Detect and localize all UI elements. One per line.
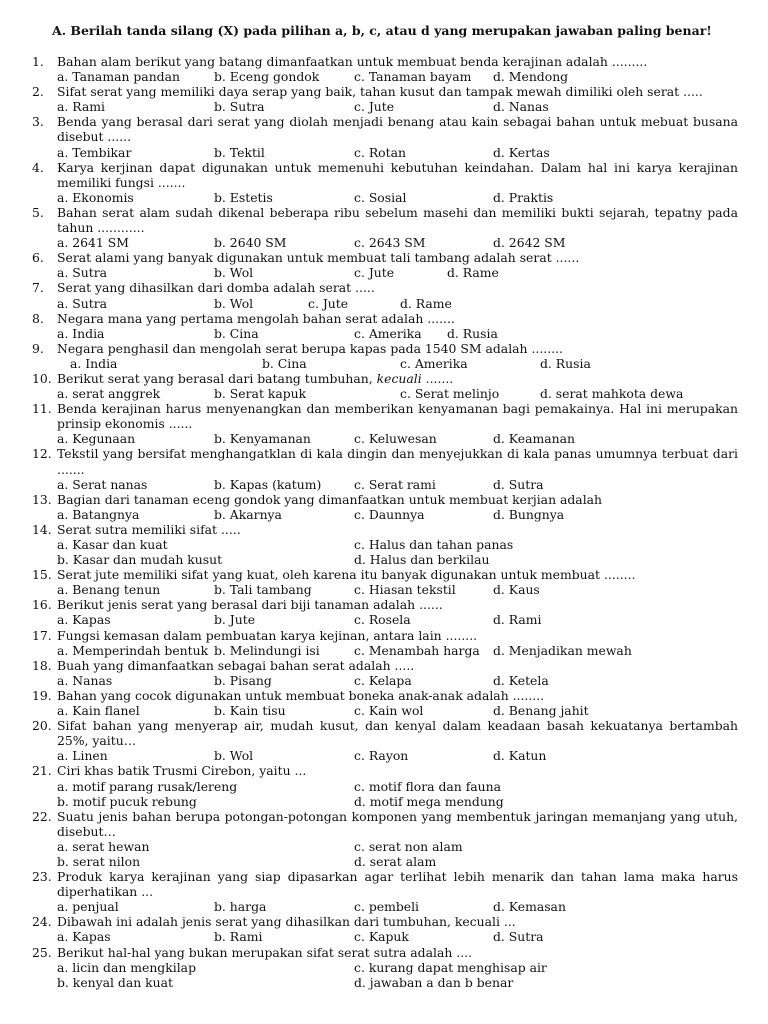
question-text [0, 160, 768, 190]
answer-option[interactable]: a. Sutra [57, 295, 108, 311]
question-text [0, 250, 768, 265]
question-item [0, 597, 768, 627]
question-text [0, 869, 768, 899]
answer-option[interactable]: d. serat mahkota dewa [540, 386, 684, 402]
question-stem: Berikut jenis serat yang berasal dari biji tanaman adalah ...... [57, 597, 443, 613]
answer-options-row [0, 386, 768, 401]
question-list [0, 54, 768, 990]
question-stem: Serat alami yang banyak digunakan untuk membuat tali tambang adalah serat ...... [57, 250, 580, 266]
answer-option[interactable]: b. Kapas (katum) [214, 476, 322, 492]
answer-option[interactable]: b. Tektil [214, 144, 265, 160]
answer-option[interactable]: a. penjual [57, 899, 119, 915]
question-item [0, 160, 768, 205]
answer-option[interactable]: c. motif flora dan fauna [354, 778, 502, 794]
question-stem: Bahan alam berikut yang batang dimanfaatkan untuk membuat benda kerajinan adalah ......... [57, 54, 648, 69]
answer-options-row [0, 899, 768, 914]
answer-option[interactable]: b. Cina [214, 325, 259, 341]
answer-option[interactable]: a. Kegunaan [57, 431, 136, 447]
question-item [0, 492, 768, 522]
question-text [0, 628, 768, 643]
question-stem: Benda yang berasal dari serat yang diolah menjadi benang atau kain sebagai bahan untuk mebuat busana disebut ...... [57, 114, 738, 145]
answer-option[interactable]: c. Kain wol [354, 703, 424, 719]
question-number: 2. [32, 84, 44, 100]
question-item [0, 718, 768, 763]
answer-option[interactable]: d. Rami [493, 612, 542, 628]
answer-option[interactable]: d. Sutra [493, 476, 544, 492]
question-number: 1. [32, 54, 44, 69]
question-stem: Negara mana yang pertama mengolah bahan serat adalah ....... [57, 310, 455, 326]
question-text [0, 658, 768, 673]
answer-option[interactable]: b. Rami [214, 929, 263, 945]
answer-option[interactable]: b. Wol [214, 295, 254, 311]
answer-option[interactable]: d. jawaban a dan b benar [354, 974, 514, 990]
question-item [0, 688, 768, 718]
answer-option[interactable]: d. Praktis [493, 189, 554, 205]
question-number: 13. [32, 491, 52, 507]
answer-option[interactable]: a. serat anggrek [57, 386, 161, 402]
answer-option[interactable]: b. 2640 SM [214, 235, 287, 251]
answer-options-row [0, 612, 768, 627]
answer-options-row [0, 356, 768, 371]
answer-options-row [0, 854, 768, 869]
answer-option[interactable]: b. Sutra [214, 99, 265, 115]
question-item [0, 311, 768, 341]
question-item [0, 446, 768, 491]
answer-option[interactable]: c. kurang dapat menghisap air [354, 959, 547, 975]
question-number: 25. [32, 944, 52, 960]
question-stem: Sifat bahan yang menyerap air, mudah kusut, dan kenyal dalam keadaan basah kekuatanya bertambah 25%, yaitu… [57, 718, 738, 749]
question-text [0, 809, 768, 839]
answer-options-row [0, 552, 768, 567]
answer-option[interactable]: b. Estetis [214, 189, 273, 205]
answer-option[interactable]: b. Jute [214, 612, 256, 628]
question-stem-end: ....... [421, 370, 454, 386]
question-text [0, 205, 768, 235]
question-number: 23. [32, 869, 52, 885]
answer-option[interactable]: c. Hiasan tekstil [354, 582, 456, 598]
answer-option[interactable]: c. Jute [354, 265, 395, 281]
answer-option[interactable]: c. Keluwesan [354, 431, 437, 447]
answer-option[interactable]: b. Cina [262, 355, 307, 371]
question-stem: Berikut hal-hal yang bukan merupakan sifat serat sutra adalah .... [57, 944, 473, 960]
question-number: 4. [32, 159, 44, 175]
answer-option[interactable]: a. licin dan mengkilap [57, 959, 196, 975]
answer-options-row [0, 265, 768, 280]
question-stem: Dibawah ini adalah jenis serat yang dihasilkan dari tumbuhan, kecuali ... [57, 914, 516, 930]
answer-option[interactable]: a. Batangnya [57, 506, 140, 522]
answer-option[interactable]: c. Sosial [354, 189, 407, 205]
answer-option[interactable]: d. Katun [493, 748, 547, 764]
question-number: 10. [32, 370, 52, 386]
question-number: 7. [32, 280, 44, 296]
question-stem: Buah yang dimanfaatkan sebagai bahan serat adalah ..... [57, 657, 415, 673]
answer-option[interactable]: b. Kenyamanan [214, 431, 311, 447]
answer-option[interactable]: d. Rame [447, 265, 499, 281]
question-number: 17. [32, 627, 52, 643]
instruction-heading: A. Berilah tanda silang (X) pada pilihan a, b, c, atau d yang merupakan jawaban paling benar! [52, 23, 712, 38]
answer-option[interactable]: d. serat alam [354, 853, 437, 869]
answer-option[interactable]: d. Keamanan [493, 431, 575, 447]
question-stem: Negara penghasil dan mengolah serat berupa kapas pada 1540 SM adalah ........ [57, 340, 563, 356]
answer-option[interactable]: c. 2643 SM [354, 235, 426, 251]
question-item [0, 945, 768, 990]
answer-option[interactable]: a. Kasar dan kuat [57, 537, 168, 552]
answer-option[interactable]: b. Wol [214, 265, 254, 281]
answer-option[interactable]: c. serat non alam [354, 838, 463, 854]
answer-options-row [0, 69, 768, 84]
question-item [0, 763, 768, 808]
question-number: 15. [32, 567, 52, 583]
answer-option[interactable]: d. Bungnya [493, 506, 565, 522]
answer-option[interactable]: c. Rosela [354, 612, 411, 628]
question-text [0, 401, 768, 431]
question-number: 12. [32, 446, 52, 462]
answer-option[interactable]: a. Linen [57, 748, 108, 764]
question-stem: Berikut serat yang berasal dari batang tumbuhan, [57, 370, 373, 386]
answer-options-row [0, 326, 768, 341]
question-text [0, 114, 768, 144]
question-number: 24. [32, 914, 52, 930]
answer-option[interactable]: d. Rusia [540, 355, 591, 371]
question-text [0, 492, 768, 507]
question-text [0, 688, 768, 703]
answer-option[interactable]: c. Menambah harga [354, 642, 480, 658]
answer-option[interactable]: b. Eceng gondok [214, 69, 320, 85]
answer-option[interactable]: a. Kapas [57, 612, 111, 628]
question-text [0, 763, 768, 778]
answer-option[interactable]: c. Serat rami [354, 476, 436, 492]
answer-option[interactable]: a. Tanaman pandan [57, 69, 180, 85]
answer-option[interactable]: a. Kapas [57, 929, 111, 945]
question-item [0, 371, 768, 401]
answer-option[interactable]: d. Halus dan berkilau [354, 552, 490, 568]
answer-options-row [0, 929, 768, 944]
answer-options-row [0, 296, 768, 311]
question-text [0, 718, 768, 748]
answer-option[interactable]: b. Pisang [214, 672, 272, 688]
question-text [0, 914, 768, 929]
answer-options-row [0, 794, 768, 809]
answer-options-row [0, 839, 768, 854]
question-number: 19. [32, 687, 52, 703]
answer-option[interactable]: d. Benang jahit [493, 703, 589, 719]
question-item [0, 54, 768, 84]
answer-option[interactable]: b. Akarnya [214, 506, 282, 522]
answer-option[interactable]: a. India [57, 325, 105, 341]
answer-option[interactable]: b. Kain tisu [214, 703, 286, 719]
question-stem: Serat yang dihasilkan dari domba adalah serat ..... [57, 280, 375, 296]
answer-option[interactable]: c. Tanaman bayam [354, 69, 472, 85]
question-text [0, 522, 768, 537]
question-text [0, 567, 768, 582]
question-item [0, 914, 768, 944]
answer-options-row [0, 779, 768, 794]
question-number: 6. [32, 250, 44, 266]
answer-option[interactable]: b. harga [214, 899, 267, 915]
answer-option[interactable]: c. Rayon [354, 748, 409, 764]
answer-options-row [0, 507, 768, 522]
question-stem: Ciri khas batik Trusmi Cirebon, yaitu ... [57, 763, 307, 779]
answer-option[interactable]: d. Kertas [493, 144, 550, 160]
answer-options-row [0, 960, 768, 975]
answer-options-row [0, 673, 768, 688]
answer-option[interactable]: c. Halus dan tahan panas [354, 537, 514, 552]
question-item [0, 628, 768, 658]
answer-option[interactable]: a. motif parang rusak/lereng [57, 778, 238, 794]
answer-option[interactable]: d. Rame [400, 295, 452, 311]
answer-options-row [0, 582, 768, 597]
question-text [0, 280, 768, 295]
answer-option[interactable]: a. 2641 SM [57, 235, 129, 251]
question-text [0, 341, 768, 356]
answer-option[interactable]: d. Nanas [493, 99, 549, 115]
question-stem: Suatu jenis bahan berupa potongan-potongan komponen yang membentuk jaringan memanjang yang utuh, disebut… [57, 808, 738, 839]
answer-option[interactable]: a. India [70, 355, 118, 371]
answer-option[interactable]: d. Sutra [493, 929, 544, 945]
answer-option[interactable]: b. serat nilon [57, 853, 141, 869]
answer-option[interactable]: a. Rami [57, 99, 105, 115]
answer-options-row [0, 477, 768, 492]
question-number: 5. [32, 204, 44, 220]
answer-option[interactable]: a. Serat nanas [57, 476, 148, 492]
answer-option[interactable]: c. Jute [308, 295, 349, 311]
question-item [0, 250, 768, 280]
question-text [0, 311, 768, 326]
question-item [0, 658, 768, 688]
question-text [0, 597, 768, 612]
question-text [0, 446, 768, 476]
question-number: 3. [32, 114, 44, 130]
question-number: 16. [32, 597, 52, 613]
answer-option[interactable]: a. Sutra [57, 265, 108, 281]
answer-option[interactable]: b. kenyal dan kuat [57, 974, 174, 990]
answer-option[interactable]: d. Mendong [493, 69, 569, 85]
question-stem: Serat sutra memiliki sifat ..... [57, 521, 241, 537]
question-number: 14. [32, 521, 52, 537]
answer-option[interactable]: c. Jute [354, 99, 395, 115]
question-item [0, 84, 768, 114]
answer-option[interactable]: b. Serat kapuk [214, 386, 307, 402]
question-text [0, 84, 768, 99]
answer-option[interactable]: a. serat hewan [57, 838, 150, 854]
question-stem: Benda kerajinan harus menyenangkan dan memberikan kenyamanan bagi pemakainya. Hal ini merupakan prinsip ekonomis ...... [57, 401, 738, 432]
question-text [0, 371, 768, 386]
answer-options-row [0, 703, 768, 718]
answer-option[interactable]: a. Ekonomis [57, 189, 134, 205]
answer-option[interactable]: d. 2642 SM [493, 235, 566, 251]
question-stem: Fungsi kemasan dalam pembuatan karya kejinan, antara lain ........ [57, 627, 478, 643]
answer-options-row [0, 145, 768, 160]
answer-options-row [0, 537, 768, 552]
question-stem: Tekstil yang bersifat menghangatklan di kala dingin dan menyejukkan di kala panas umumnya terbuat dari ....... [57, 446, 738, 477]
answer-option[interactable]: b. motif pucuk rebung [57, 793, 197, 809]
answer-option[interactable]: b. Kasar dan mudah kusut [57, 552, 223, 568]
question-number: 9. [32, 340, 44, 356]
answer-option[interactable]: c. Amerika [400, 355, 468, 371]
question-stem: Serat jute memiliki sifat yang kuat, oleh karena itu banyak digunakan untuk membuat ........ [57, 567, 636, 583]
question-text [0, 945, 768, 960]
question-item [0, 869, 768, 914]
question-item [0, 114, 768, 159]
answer-option[interactable]: b. Tali tambang [214, 582, 312, 598]
question-item [0, 522, 768, 567]
answer-option[interactable]: c. Serat melinjo [400, 386, 500, 402]
answer-options-row [0, 431, 768, 446]
answer-option[interactable]: a. Nanas [57, 672, 113, 688]
answer-option[interactable]: a. Benang tenun [57, 582, 161, 598]
question-stem: Bahan yang cocok digunakan untuk membuat boneka anak-anak adalah ........ [57, 687, 545, 703]
answer-option[interactable]: d. Rusia [447, 325, 498, 341]
answer-option[interactable]: c. Rotan [354, 144, 406, 160]
answer-option[interactable]: b. Melindungi isi [214, 642, 320, 658]
question-stem: Bagian dari tanaman eceng gondok yang dimanfaatkan untuk membuat kerjian adalah [57, 491, 603, 507]
question-number: 11. [32, 401, 52, 417]
question-stem: Sifat serat yang memiliki daya serap yang baik, tahan kusut dan tampak mewah dimiliki oleh serat ..... [57, 84, 703, 100]
question-item [0, 280, 768, 310]
question-item [0, 341, 768, 371]
question-number: 21. [32, 763, 52, 779]
answer-options-row [0, 643, 768, 658]
answer-options-row [0, 748, 768, 763]
question-text [0, 54, 768, 69]
answer-option[interactable]: a. Kain flanel [57, 703, 140, 719]
answer-option[interactable]: c. Amerika [354, 325, 422, 341]
question-number: 8. [32, 310, 44, 326]
question-item [0, 205, 768, 250]
answer-options-row [0, 975, 768, 990]
question-emphasis: kecuali [376, 370, 422, 386]
question-stem: Bahan serat alam sudah dikenal beberapa ribu sebelum masehi dan memiliki bukti sejarah, tepatny pada tahun ............ [57, 204, 738, 236]
question-stem: Karya kerjinan dapat digunakan untuk memenuhi kebutuhan keindahan. Dalam hal ini karya kerajinan memiliki fungsi ....... [57, 159, 738, 190]
answer-option[interactable]: c. pembeli [354, 899, 420, 915]
answer-option[interactable]: c. Kelapa [354, 672, 412, 688]
answer-option[interactable]: d. Kemasan [493, 899, 566, 915]
answer-option[interactable]: a. Tembikar [57, 144, 132, 160]
answer-options-row [0, 190, 768, 205]
question-number: 18. [32, 657, 52, 673]
answer-options-row [0, 235, 768, 250]
answer-option[interactable]: d. Kaus [493, 582, 540, 598]
question-item [0, 401, 768, 446]
answer-option[interactable]: c. Kapuk [354, 929, 409, 945]
answer-option[interactable]: d. Menjadikan mewah [493, 642, 632, 658]
question-number: 20. [32, 718, 52, 734]
question-item [0, 567, 768, 597]
answer-option[interactable]: a. Memperindah bentuk [57, 642, 209, 658]
answer-option[interactable]: d. motif mega mendung [354, 793, 504, 809]
question-item [0, 809, 768, 869]
answer-option[interactable]: d. Ketela [493, 672, 549, 688]
question-stem: Produk karya kerajinan yang siap dipasarkan agar terlihat lebih menarik dan tahan lama maka harus diperhatikan ... [57, 869, 738, 900]
answer-options-row [0, 99, 768, 114]
answer-option[interactable]: c. Daunnya [354, 506, 425, 522]
answer-option[interactable]: b. Wol [214, 748, 254, 764]
question-number: 22. [32, 808, 52, 824]
